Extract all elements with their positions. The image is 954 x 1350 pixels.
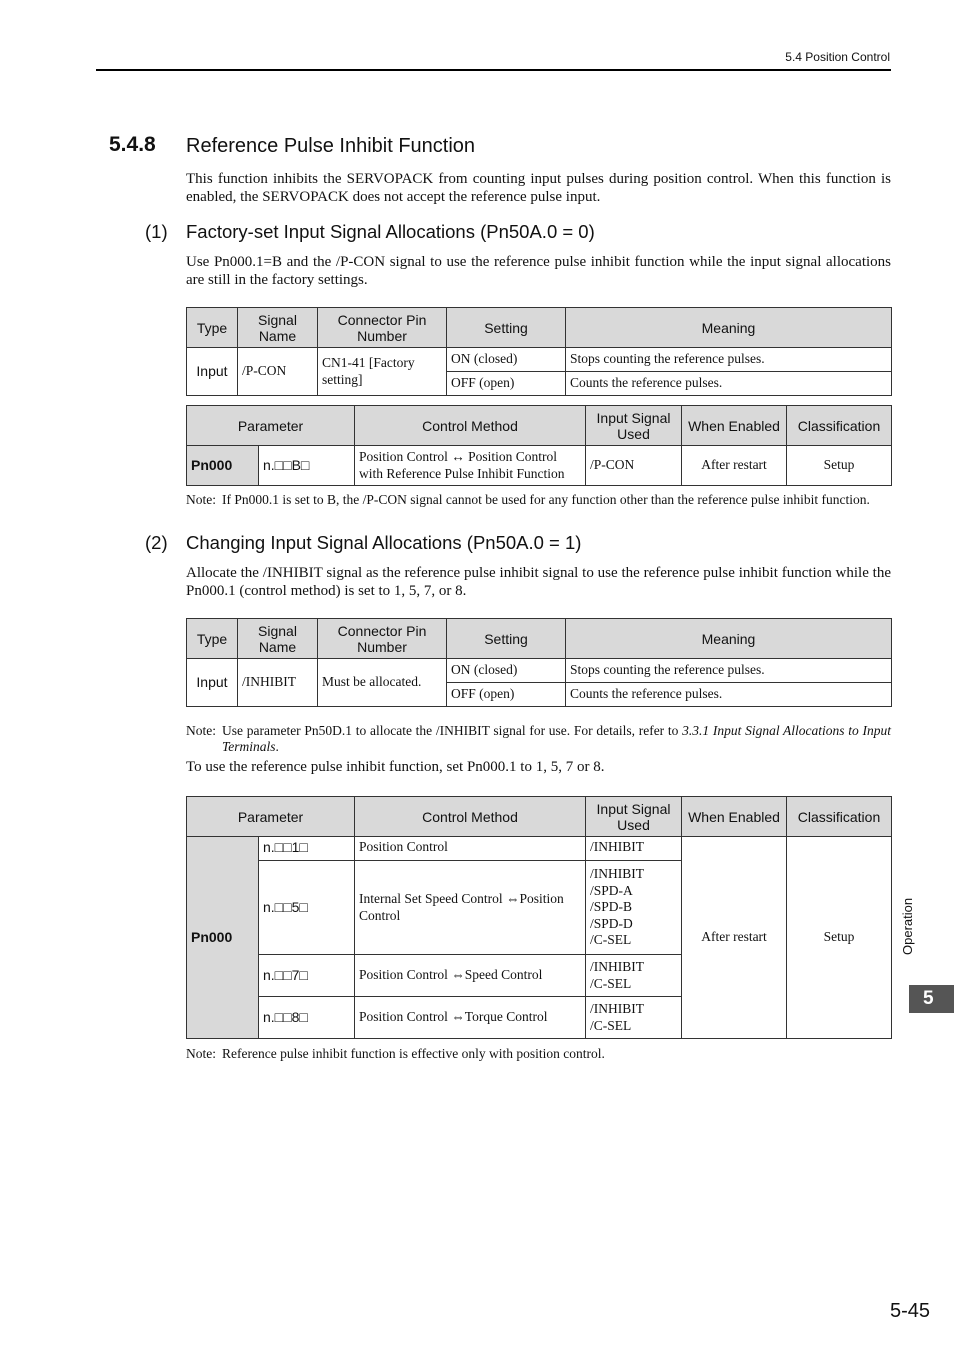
- header-type: Type: [187, 308, 238, 348]
- subsection-2-heading: [145, 532, 581, 554]
- header-parameter: Parameter: [187, 797, 355, 837]
- signal-table-1-header: [187, 308, 892, 348]
- note-3: [186, 1046, 891, 1062]
- input-signal-cell: [586, 997, 682, 1039]
- input-signal-item: /INHIBIT: [590, 866, 645, 882]
- running-header: 5.4 Position Control: [785, 50, 890, 64]
- when-enabled-cell: After restart: [682, 837, 787, 1039]
- input-signal-item: /SPD-D: [590, 915, 633, 931]
- subsection-1-paragraph: Use Pn000.1=B and the /P-CON signal to use the reference pulse inhibit function while the input signal allocations are still in the factory settings.: [186, 254, 891, 288]
- signal-table-1: [186, 307, 892, 396]
- input-signal-item: /INHIBIT: [590, 839, 645, 854]
- setting-cell: ON (closed): [447, 348, 566, 372]
- note-label: Note:: [186, 723, 216, 738]
- input-signal-item: /C-SEL: [590, 975, 632, 991]
- input-signal-cell: [586, 955, 682, 997]
- setting-cell: ON (closed): [447, 659, 566, 683]
- table-row: [187, 837, 892, 861]
- header-connector: Connector Pin Number: [318, 619, 447, 659]
- meaning-cell: Counts the reference pulses.: [566, 372, 892, 396]
- input-signal-item: /SPD-B: [590, 899, 633, 915]
- header-input-signal: Input Signal Used: [586, 797, 682, 837]
- input-signal-item: /INHIBIT: [590, 1001, 645, 1016]
- parameter-name-cell: Pn000: [187, 446, 259, 486]
- input-signal-item: /C-SEL: [590, 1017, 632, 1033]
- meaning-cell: Stops counting the reference pulses.: [566, 348, 892, 372]
- note-text-end: .: [275, 739, 279, 754]
- cross-reference-link[interactable]: 3.3.1 Input Signal Allocations to Input Terminals: [222, 723, 891, 754]
- header-rule: [96, 69, 891, 71]
- header-type: Type: [187, 619, 238, 659]
- connector-cell: Must be allocated.: [318, 659, 447, 707]
- header-when-enabled: When Enabled: [682, 797, 787, 837]
- subsection-2-paragraph: Allocate the /INHIBIT signal as the reference pulse inhibit signal to use the reference pulse inhibit function while the Pn000.1 (control method) is set to 1, 5, 7, or 8.: [186, 565, 891, 599]
- connector-cell: CN1-41 [Factory setting]: [318, 348, 447, 396]
- section-intro: This function inhibits the SERVOPACK from counting input pulses during position control. When this function is enabled, the SERVOPACK does not accept the reference pulse input.: [186, 171, 891, 205]
- parameter-value-cell: n.□□B□: [259, 446, 355, 486]
- subsection-2-number: (2): [145, 532, 168, 553]
- input-signal-cell: /P-CON: [586, 446, 682, 486]
- note-label: Note:: [186, 1046, 216, 1061]
- signal-name-cell: /P-CON: [238, 348, 318, 396]
- input-signal-item: /SPD-A: [590, 882, 633, 898]
- signal-table-2-header: [187, 619, 892, 659]
- header-signal-name: Signal Name: [238, 619, 318, 659]
- parameter-table-1: [186, 405, 892, 486]
- subsection-1-heading: [145, 221, 595, 243]
- control-method-cell: Position Control: [355, 837, 586, 861]
- meaning-cell: Stops counting the reference pulses.: [566, 659, 892, 683]
- type-cell: Input: [187, 348, 238, 396]
- input-signal-item: /C-SEL: [590, 932, 632, 948]
- parameter-table-2-header: [187, 797, 892, 837]
- subsection-1-number: (1): [145, 221, 168, 242]
- header-classification: Classification: [787, 797, 892, 837]
- subsection-1-title: Factory-set Input Signal Allocations (Pn50A.0 = 0): [186, 221, 595, 242]
- header-connector: Connector Pin Number: [318, 308, 447, 348]
- header-control-method: Control Method: [355, 797, 586, 837]
- control-method-cell: Position Control ↔ Position Control with Reference Pulse Inhibit Function: [355, 446, 586, 486]
- when-enabled-cell: After restart: [682, 446, 787, 486]
- input-signal-cell: [586, 861, 682, 955]
- signal-name-cell: /INHIBIT: [238, 659, 318, 707]
- table-row: [187, 659, 892, 683]
- side-tab-label: Operation: [900, 897, 915, 955]
- page-number: 5-45: [889, 1300, 930, 1322]
- header-control-method: Control Method: [355, 406, 586, 446]
- header-parameter: Parameter: [187, 406, 355, 446]
- header-setting: Setting: [447, 619, 566, 659]
- control-method-cell: Position Control ⇔Torque Control: [355, 997, 586, 1039]
- control-method-cell: Position Control ⇔Speed Control: [355, 955, 586, 997]
- classification-cell: Setup: [787, 837, 892, 1039]
- subsection-2-paragraph-2: To use the reference pulse inhibit function, set Pn000.1 to 1, 5, 7 or 8.: [186, 759, 605, 775]
- header-meaning: Meaning: [566, 619, 892, 659]
- header-signal-name: Signal Name: [238, 308, 318, 348]
- header-when-enabled: When Enabled: [682, 406, 787, 446]
- note-text-start: Use parameter Pn50D.1 to allocate the /INHIBIT signal for use. For details, refer to: [222, 723, 683, 738]
- parameter-table-1-header: [187, 406, 892, 446]
- header-classification: Classification: [787, 406, 892, 446]
- classification-cell: Setup: [787, 446, 892, 486]
- chapter-tab: 5: [909, 985, 954, 1013]
- header-meaning: Meaning: [566, 308, 892, 348]
- signal-table-2: [186, 618, 892, 707]
- section-number: 5.4.8: [109, 133, 156, 156]
- note-text: If Pn000.1 is set to B, the /P-CON signal cannot be used for any function other than the reference pulse inhibit function.: [222, 492, 870, 507]
- parameter-value-cell: n.□□7□: [259, 955, 355, 997]
- input-signal-item: /INHIBIT: [590, 959, 645, 974]
- parameter-name-cell: Pn000: [187, 837, 259, 1039]
- meaning-cell: Counts the reference pulses.: [566, 683, 892, 707]
- setting-cell: OFF (open): [447, 683, 566, 707]
- subsection-2-title: Changing Input Signal Allocations (Pn50A.0 = 1): [186, 532, 582, 553]
- parameter-value-cell: n.□□5□: [259, 861, 355, 955]
- parameter-value-cell: n.□□1□: [259, 837, 355, 861]
- parameter-table-2: [186, 796, 892, 1039]
- header-setting: Setting: [447, 308, 566, 348]
- parameter-value-cell: n.□□8□: [259, 997, 355, 1039]
- header-input-signal: Input Signal Used: [586, 406, 682, 446]
- section-title: Reference Pulse Inhibit Function: [186, 135, 476, 157]
- note-2: [186, 723, 891, 755]
- note-label: Note:: [186, 492, 216, 507]
- note-text: [222, 723, 891, 755]
- note-text: Reference pulse inhibit function is effective only with position control.: [222, 1046, 605, 1061]
- type-cell: Input: [187, 659, 238, 707]
- note-1: [186, 492, 891, 508]
- table-row: [187, 348, 892, 372]
- input-signal-cell: [586, 837, 682, 861]
- table-row: [187, 446, 892, 486]
- control-method-cell: Internal Set Speed Control ⇔Position Control: [355, 861, 586, 955]
- setting-cell: OFF (open): [447, 372, 566, 396]
